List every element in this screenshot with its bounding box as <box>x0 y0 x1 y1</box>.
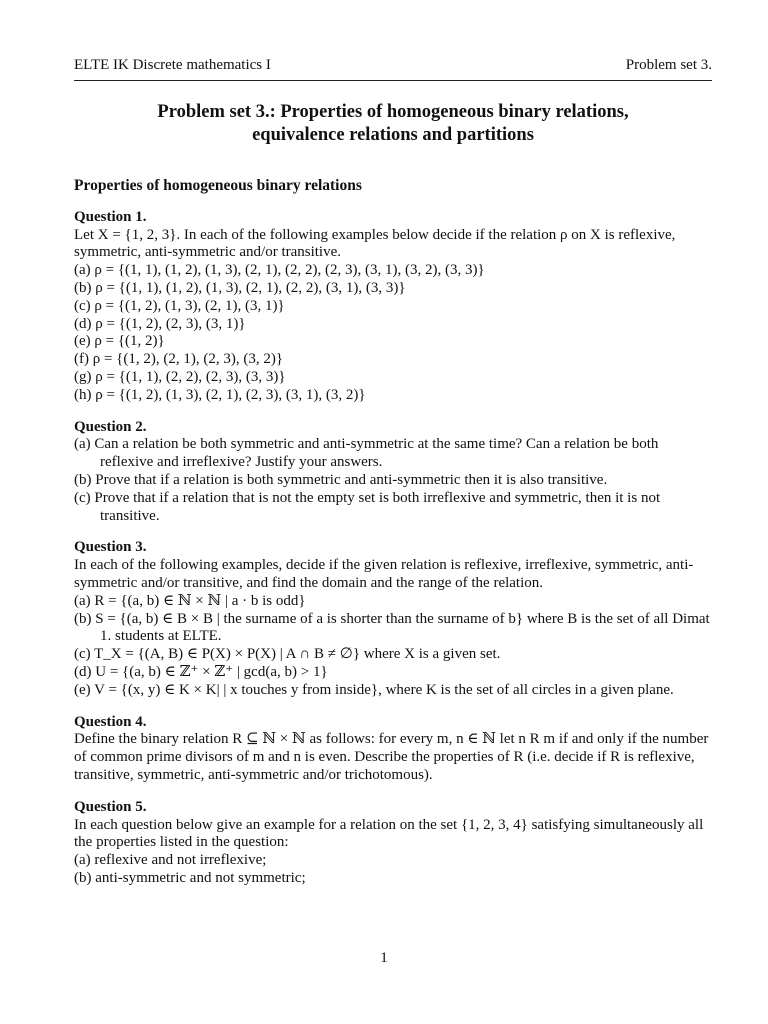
page-title <box>74 101 712 147</box>
main-content <box>74 175 712 888</box>
page-number: 1 <box>380 950 388 966</box>
question-3-item-c: (c) T_X = {(A, B) ∈ P(X) × P(X) | A ∩ B ≠ ∅} where X is a given set. <box>74 646 501 663</box>
question-4-text: Define the binary relation R ⊆ ℕ × ℕ as follows: for every m, n ∈ ℕ let n R m if and only if the number of common prime divisors of m and n is even. Describe the properties of R (i.e. decide if R is reflexive, transitive, symmetric, anti-symmetric and/or trichotomous). <box>74 731 709 783</box>
header-problem-set: Problem set 3. <box>625 57 712 73</box>
header-course: ELTE IK Discrete mathematics I <box>74 57 271 73</box>
question-3-item-e: (e) V = {(x, y) ∈ K × K| | x touches y from inside}, where K is the set of all circles in a given plane. <box>74 681 674 698</box>
question-2-item-a: (a) Can a relation be both symmetric and anti-symmetric at the same time? Can a relation be both reflexive and irreflexive? Justify your answers. <box>74 436 659 471</box>
question-3-item-a: (a) R = {(a, b) ∈ ℕ × ℕ | a · b is odd} <box>74 592 306 609</box>
question-1-item-c: (c) ρ = {(1, 2), (1, 3), (2, 1), (3, 1)} <box>74 297 285 314</box>
question-1-item-e: (e) ρ = {(1, 2)} <box>74 333 165 350</box>
question-3-item-d: (d) U = {(a, b) ∈ ℤ⁺ × ℤ⁺ | gcd(a, b) > 1} <box>74 663 328 680</box>
question-1-intro: Let X = {1, 2, 3}. In each of the following examples below decide if the relation ρ on X is reflexive, symmetric, anti-symmetric and/or transitive. <box>74 226 676 261</box>
question-1-item-h: (h) ρ = {(1, 2), (1, 3), (2, 1), (2, 3), (3, 1), (3, 2)} <box>74 386 366 403</box>
question-5-item-b: (b) anti-symmetric and not symmetric; <box>74 869 306 886</box>
question-1-item-d: (d) ρ = {(1, 2), (2, 3), (3, 1)} <box>74 315 246 332</box>
question-3-intro: In each of the following examples, decide if the given relation is reflexive, irreflexive, symmetric, anti-symmetric and/or transitive, and find the domain and the range of the relation. <box>74 557 694 591</box>
question-1-item-g: (g) ρ = {(1, 1), (2, 2), (2, 3), (3, 3)} <box>74 368 286 385</box>
question-5-item-a: (a) reflexive and not irreflexive; <box>74 852 267 869</box>
question-1-item-a: (a) ρ = {(1, 1), (1, 2), (1, 3), (2, 1), (2, 2), (2, 3), (3, 1), (3, 2), (3, 3)} <box>74 262 485 279</box>
question-2-item-c: (c) Prove that if a relation that is not the empty set is both irreflexive and symmetric, then it is not transitive. <box>74 489 661 524</box>
question-1-heading: Question 1. <box>74 208 147 225</box>
question-4-heading: Question 4. <box>74 713 147 730</box>
title-line-1: Problem set 3.: Properties of homogeneous binary relations, <box>157 102 629 122</box>
question-1-item-b: (b) ρ = {(1, 1), (1, 2), (1, 3), (2, 1), (2, 2), (3, 1), (3, 3)} <box>74 279 406 296</box>
question-2-heading: Question 2. <box>74 418 147 435</box>
question-5-heading: Question 5. <box>74 798 147 815</box>
question-1-item-f: (f) ρ = {(1, 2), (2, 1), (2, 3), (3, 2)} <box>74 351 284 368</box>
question-5-intro: In each question below give an example for a relation on the set {1, 2, 3, 4} satisfying simultaneously all the properties listed in the question: <box>74 816 704 851</box>
question-2-item-b: (b) Prove that if a relation is both symmetric and anti-symmetric then it is also transitive. <box>74 471 608 488</box>
question-3-heading: Question 3. <box>74 539 147 556</box>
header-rule <box>74 80 712 81</box>
title-line-2: equivalence relations and partitions <box>252 125 534 145</box>
section-heading: Properties of homogeneous binary relations <box>74 177 362 194</box>
question-3-item-b: (b) S = {(a, b) ∈ B × B | the surname of a is shorter than the surname of b} where B is the set of all Dimat 1. students at ELTE. <box>74 610 710 645</box>
